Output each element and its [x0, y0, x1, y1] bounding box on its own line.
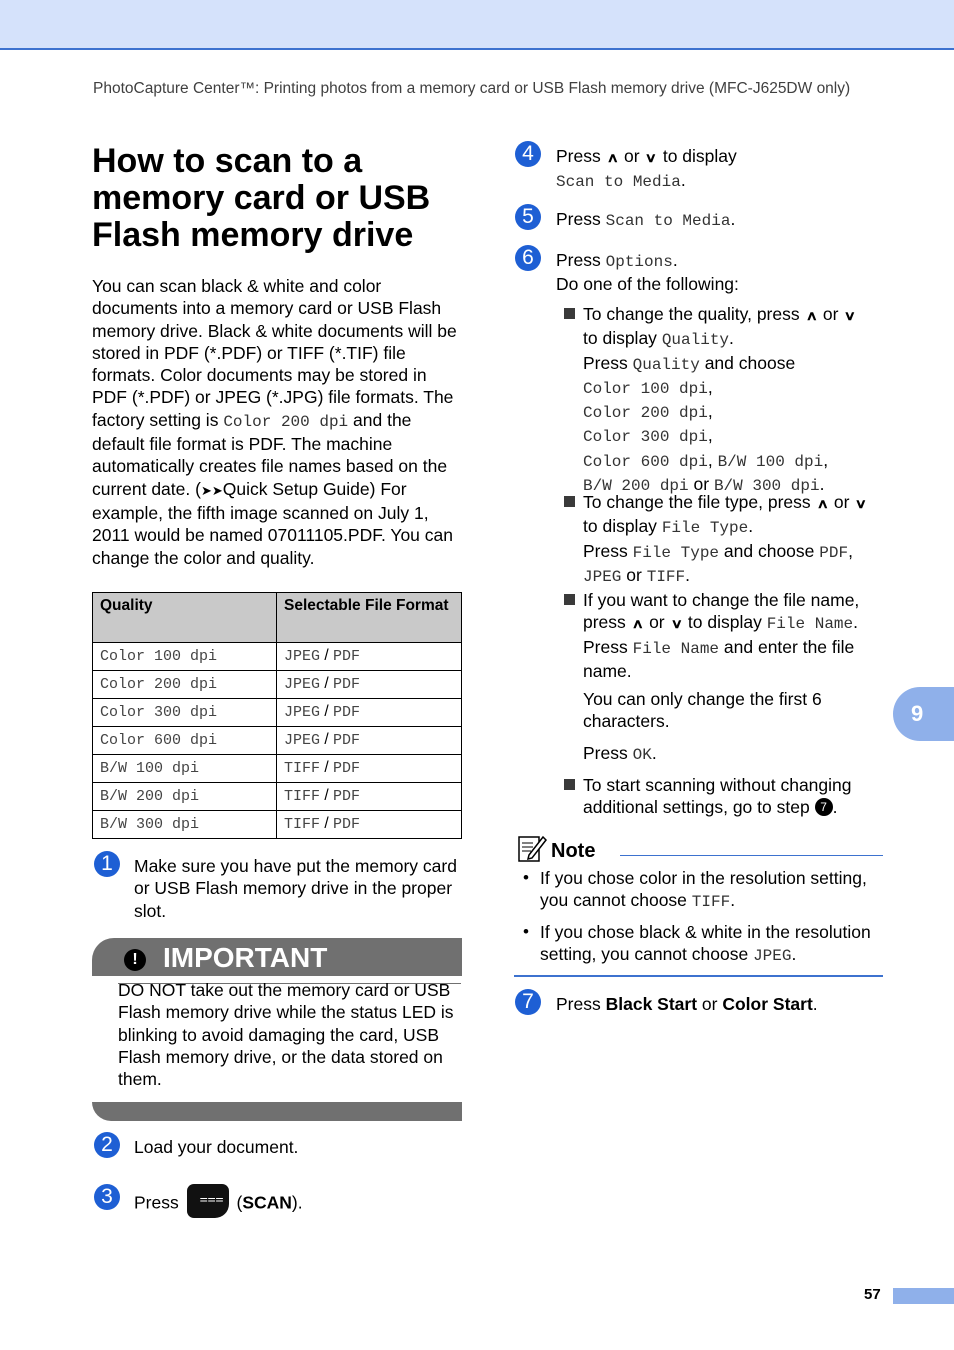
- table-row: [93, 671, 462, 699]
- quality-value: B/W 200 dpi: [100, 788, 200, 805]
- step-6-text: [556, 249, 876, 296]
- period: .: [748, 516, 754, 537]
- quality-cell: [93, 755, 277, 783]
- up-arrow-icon: ∧: [631, 616, 644, 632]
- table-row: [93, 699, 462, 727]
- intro-text-3: Quick Setup Guide) For example, the fifth image scanned on July 1, 2011 would be named 07011105.PDF. You can change the color and quality.: [92, 478, 453, 568]
- step-3-open: (: [236, 1192, 243, 1213]
- format-cell: [277, 811, 462, 839]
- note-item-code: TIFF: [691, 893, 731, 912]
- step-4-number: 4: [515, 141, 541, 167]
- quality-choice: Color 200 dpi: [583, 404, 708, 423]
- press-ok-text: [583, 742, 863, 766]
- step-6-follow: Do one of the following:: [556, 274, 739, 295]
- quality-format-table: [92, 592, 462, 839]
- quality-value: B/W 300 dpi: [100, 816, 200, 833]
- format-value: PDF: [332, 676, 360, 693]
- filetype-choice: JPEG: [583, 567, 622, 586]
- step-4-to-display: to display: [662, 146, 737, 166]
- quality-choice: B/W 200 dpi: [583, 477, 689, 496]
- filetype-choice: PDF: [819, 543, 849, 562]
- option-filename-menu: File Name: [632, 639, 720, 658]
- comma: ,: [707, 425, 713, 446]
- note-pencil-icon: [517, 833, 547, 863]
- option-filetype-display: File Type: [661, 519, 749, 538]
- step-5-target: Scan to Media: [605, 212, 731, 230]
- down-arrow-icon: ∨: [843, 308, 857, 323]
- period: .: [729, 328, 734, 349]
- filetype-choice: TIFF: [646, 567, 686, 586]
- quality-choice: Color 100 dpi: [583, 379, 708, 398]
- format-value: PDF: [332, 816, 360, 833]
- quality-cell: [93, 727, 277, 755]
- header-file-format: Selectable File Format: [277, 593, 462, 643]
- format-value: PDF: [332, 732, 360, 749]
- step-7-number: 7: [515, 989, 541, 1015]
- comma: ,: [707, 376, 713, 397]
- quality-cell: [93, 671, 277, 699]
- option-filename-to-display: to display: [687, 612, 762, 633]
- option-filetype-or: or: [833, 492, 850, 512]
- table-row: [93, 727, 462, 755]
- format-separator: /: [320, 703, 333, 720]
- step-4-press: Press: [556, 146, 601, 166]
- important-footer-bar: [92, 1102, 462, 1121]
- section-title: How to scan to a memory card or USB Flash memory drive: [92, 142, 431, 254]
- step-4-target: Scan to Media: [556, 173, 681, 192]
- note-item-text: If you chose black & white in the resolution setting, you cannot choose: [540, 922, 871, 965]
- important-title: IMPORTANT: [163, 942, 328, 973]
- bullet-square-icon: [564, 308, 575, 319]
- option-quality-to-display: to display: [583, 328, 657, 349]
- option-quality: [583, 303, 883, 497]
- up-arrow-icon: ∧: [816, 496, 829, 511]
- comma: ,: [707, 449, 713, 470]
- format-value: JPEG: [284, 648, 321, 665]
- step-6-target: Options: [605, 253, 673, 271]
- format-separator: /: [320, 815, 333, 832]
- option-quality-display: Quality: [661, 331, 730, 350]
- table-row: [93, 755, 462, 783]
- option-quality-or2: or: [693, 474, 710, 495]
- format-cell: [277, 643, 462, 671]
- step-7-press: Press: [556, 994, 601, 1014]
- option-filename-enter: and enter the file name.: [583, 636, 855, 681]
- format-value: PDF: [332, 788, 360, 805]
- format-value: TIFF: [284, 760, 321, 777]
- option-filename-display: File Name: [766, 615, 854, 634]
- option-filetype-menu: File Type: [632, 543, 720, 562]
- intro-text-1: You can scan black & white and color documents into a memory card or USB Flash memory drive. Black & white documents will be stored in PDF (*.PDF) or TIFF (*.TIF) file formats. Color documents may be stored in PDF (*.PDF) or JPEG (*.JPG) file formats. The factory setting is: [92, 276, 457, 430]
- format-separator: /: [320, 731, 333, 748]
- step-6-number: 6: [515, 245, 541, 271]
- format-separator: /: [320, 759, 333, 776]
- step-5-number: 5: [515, 204, 541, 230]
- quality-value: Color 200 dpi: [100, 676, 218, 693]
- option-quality-press: Press: [583, 352, 628, 373]
- exclamation-icon: !: [124, 949, 146, 971]
- step-6-end: .: [672, 250, 678, 270]
- period: .: [853, 612, 858, 633]
- step-1-number: 1: [94, 851, 120, 877]
- option-filetype-to-display: to display: [583, 516, 657, 537]
- quality-cell: [93, 783, 277, 811]
- page-number-bar: [893, 1288, 954, 1304]
- step-5-end: .: [730, 209, 736, 229]
- period: .: [791, 944, 797, 965]
- quality-value: Color 600 dpi: [100, 732, 218, 749]
- option-start-text: To start scanning without changing additional settings, go to step: [583, 775, 852, 818]
- step-ref-badge: 7: [815, 798, 833, 816]
- quality-value: Color 100 dpi: [100, 648, 218, 665]
- option-filetype: [583, 491, 883, 588]
- period: .: [819, 474, 825, 495]
- format-value: PDF: [332, 648, 360, 665]
- format-value: PDF: [332, 704, 360, 721]
- format-separator: /: [320, 675, 333, 692]
- quality-choice: B/W 300 dpi: [713, 477, 820, 496]
- step-5-press: Press: [556, 209, 601, 229]
- quality-value: Color 300 dpi: [100, 704, 218, 721]
- note-bullet: •: [523, 922, 529, 941]
- period: .: [832, 797, 838, 818]
- header-quality: Quality: [93, 593, 277, 643]
- guide-arrows-icon: ➤➤: [200, 482, 223, 498]
- up-arrow-icon: ∧: [805, 308, 818, 323]
- step-4-end: .: [680, 170, 686, 191]
- quality-choice: B/W 100 dpi: [717, 452, 824, 471]
- quality-cell: [93, 643, 277, 671]
- note-item-code: JPEG: [753, 947, 792, 966]
- black-start-label: Black Start: [605, 994, 698, 1014]
- option-filetype-text: To change the file type, press: [583, 492, 811, 512]
- intro-paragraph: [92, 275, 464, 569]
- format-value: TIFF: [284, 816, 321, 833]
- down-arrow-icon: ∨: [670, 616, 683, 632]
- important-text: DO NOT take out the memory card or USB Flash memory drive while the status LED is blinking to avoid damaging the card, USB Flash memory drive, or the data stored on them.: [118, 980, 454, 1090]
- period: .: [730, 890, 736, 911]
- format-cell: [277, 783, 462, 811]
- note-item-text: If you chose color in the resolution setting, you cannot choose: [540, 868, 867, 911]
- chapter-tab: 9: [893, 687, 954, 741]
- step-6-press: Press: [556, 250, 601, 270]
- quality-choice: Color 300 dpi: [583, 428, 708, 447]
- step-2-number: 2: [94, 1132, 120, 1158]
- step-5-text: [556, 208, 876, 232]
- table-row: [93, 811, 462, 839]
- option-filename-text: If you want to change the file name, press: [583, 590, 860, 633]
- format-value: JPEG: [284, 676, 321, 693]
- step-7-text: [556, 993, 876, 1015]
- option-filetype-or2: or: [626, 564, 642, 585]
- option-filename: [583, 589, 883, 682]
- format-separator: /: [320, 787, 333, 804]
- note-title: Note: [551, 840, 596, 862]
- table-row: [93, 783, 462, 811]
- step-3-press: Press: [134, 1192, 179, 1213]
- step-3-text: [134, 1187, 464, 1221]
- filename-limit-text: You can only change the first 6 characters.: [583, 689, 822, 732]
- bullet-square-icon: [564, 496, 575, 507]
- scan-button-icon: ⩶: [187, 1184, 229, 1218]
- format-separator: /: [320, 647, 333, 664]
- table-row: [93, 643, 462, 671]
- option-filetype-and-choose: and choose: [723, 540, 815, 561]
- option-quality-or: or: [822, 304, 839, 324]
- note-divider-bottom: [514, 975, 883, 977]
- header-band: [0, 0, 954, 50]
- quality-cell: [93, 699, 277, 727]
- format-cell: [277, 699, 462, 727]
- option-quality-and-choose: and choose: [704, 352, 796, 373]
- step-1-text: Make sure you have put the memory card or USB Flash memory drive in the proper slot.: [134, 856, 457, 921]
- option-filetype-press: Press: [583, 540, 628, 561]
- format-cell: [277, 727, 462, 755]
- quality-choice: Color 600 dpi: [583, 452, 708, 471]
- down-arrow-icon: ∨: [645, 150, 658, 165]
- color-start-label: Color Start: [722, 994, 813, 1014]
- note-item-1: [540, 867, 885, 914]
- option-quality-text: To change the quality, press: [583, 304, 800, 324]
- step-7-or: or: [701, 994, 718, 1014]
- step-7-end: .: [812, 994, 818, 1014]
- comma: ,: [707, 401, 713, 422]
- up-arrow-icon: ∧: [606, 150, 619, 165]
- ok-key: OK: [632, 746, 652, 764]
- note-bullet: •: [523, 868, 529, 887]
- step-4-text: [556, 145, 876, 194]
- option-quality-menu: Quality: [632, 355, 700, 374]
- comma: ,: [848, 540, 853, 561]
- step-4-or: or: [624, 146, 640, 166]
- step-3-scan-label: SCAN: [242, 1192, 292, 1213]
- step-3-number: 3: [94, 1184, 120, 1210]
- format-cell: [277, 755, 462, 783]
- note-item-2: [540, 921, 885, 968]
- format-cell: [277, 671, 462, 699]
- option-filename-press: Press: [583, 636, 628, 657]
- bullet-square-icon: [564, 594, 575, 605]
- period: .: [651, 743, 657, 763]
- step-3-close: ).: [291, 1192, 303, 1213]
- bullet-square-icon: [564, 779, 575, 790]
- comma: ,: [823, 449, 829, 470]
- factory-setting: Color 200 dpi: [223, 412, 349, 431]
- format-value: JPEG: [284, 732, 321, 749]
- format-value: JPEG: [284, 704, 321, 721]
- table-header-row: [93, 593, 462, 643]
- option-start: [583, 774, 883, 819]
- period: .: [685, 564, 690, 585]
- running-header: PhotoCapture Center™: Printing photos from a memory card or USB Flash memory drive (MFC-J625DW only): [93, 80, 851, 97]
- intro-text-2: and the default file format is PDF. The machine automatically creates file names based on the current date. (: [92, 409, 448, 499]
- press-ok-label: Press: [583, 743, 628, 763]
- option-filename-or: or: [649, 612, 665, 633]
- format-value: TIFF: [284, 788, 321, 805]
- note-divider-top: [620, 855, 883, 856]
- quality-value: B/W 100 dpi: [100, 760, 200, 777]
- step-2-text: Load your document.: [134, 1137, 299, 1157]
- page-number: 57: [864, 1286, 881, 1303]
- format-value: PDF: [332, 760, 360, 777]
- quality-cell: [93, 811, 277, 839]
- down-arrow-icon: ∨: [854, 496, 868, 511]
